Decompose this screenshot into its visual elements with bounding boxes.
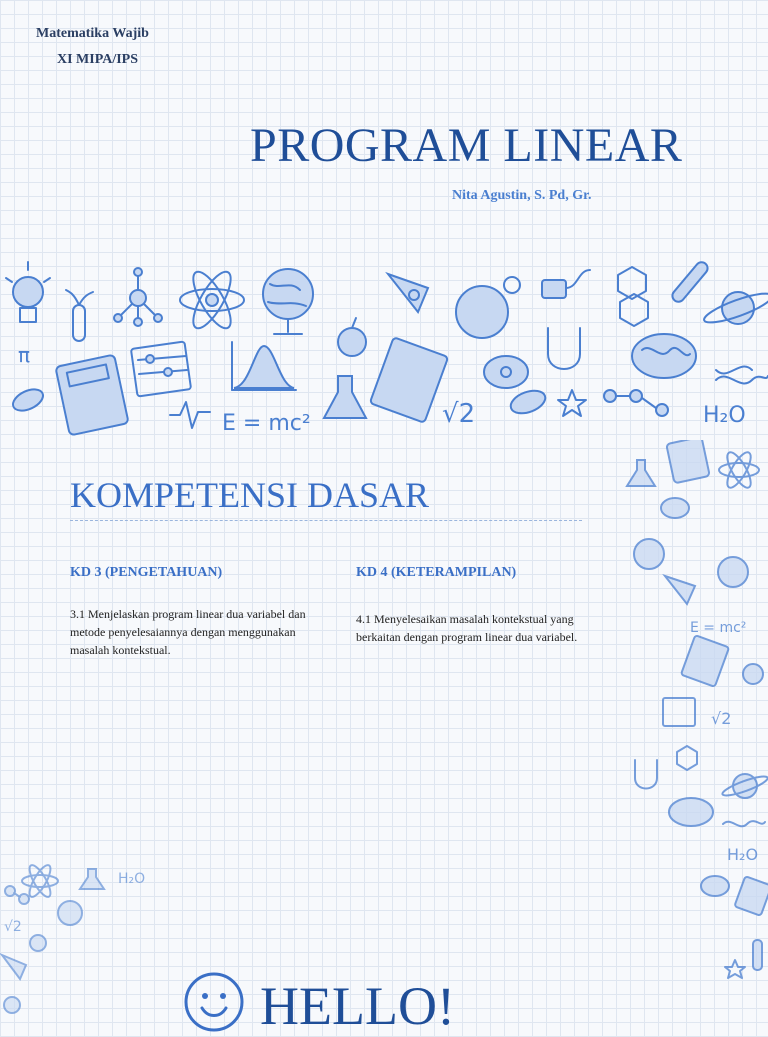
brain-icon [669, 798, 713, 826]
rocket-icon [388, 274, 428, 312]
test-tube-icon [670, 260, 710, 304]
rocket-icon [665, 576, 695, 604]
flask-icon [80, 869, 104, 889]
globe-icon [263, 269, 313, 334]
svg-text:√2: √2 [711, 709, 732, 728]
kd4-body: 4.1 Menyelesaikan masalah kontekstual yang berkaitan dengan program linear dua variabel. [356, 612, 578, 644]
plug-icon [542, 270, 590, 298]
sqrt2-formula [4, 919, 22, 935]
svg-text:E = mc²: E = mc² [222, 411, 311, 436]
benzene-icon [677, 746, 697, 770]
pi-symbol-icon [18, 343, 30, 367]
author-name: Nita Agustin, S. Pd, Gr. [452, 188, 592, 203]
globe-icon [58, 901, 82, 925]
atom-icon [180, 267, 244, 333]
light-bulb-icon [6, 262, 50, 322]
kd4-heading: KD 4 (KETERAMPILAN) [356, 565, 517, 580]
section-divider [70, 520, 582, 521]
graph-icon [232, 342, 296, 390]
test-tube-icon [753, 940, 762, 970]
sqrt2-formula [442, 399, 475, 429]
magnet-icon [548, 328, 580, 369]
planet-icon [4, 997, 20, 1013]
kd3-body: 3.1 Menjelaskan program linear dua variabel dan metode penyelesaiannya dengan menggunakan masalah kontekstual. [70, 607, 306, 657]
magnet-icon [635, 760, 657, 789]
star-icon [725, 960, 745, 978]
rocket-icon [2, 955, 26, 979]
svg-text:E = mc²: E = mc² [690, 620, 747, 636]
calculator-icon [55, 355, 128, 436]
earth-icon [456, 277, 520, 338]
star-icon [558, 390, 586, 416]
hello-heading: HELLO! [260, 976, 455, 1036]
svg-text:√2: √2 [442, 399, 476, 429]
plant-tube-icon [66, 290, 93, 341]
notebook-icon [734, 876, 768, 916]
molecule-icon [114, 268, 162, 326]
svg-text:H₂O: H₂O [727, 845, 759, 864]
smiley-icon [182, 970, 246, 1034]
bottom-doodle-corner [0, 855, 160, 1024]
globe-icon [634, 539, 664, 569]
light-bulb-icon [743, 664, 763, 684]
apple-icon [30, 935, 46, 951]
h2o-formula [703, 403, 746, 428]
h2o-formula [727, 845, 758, 864]
flask-icon [324, 376, 366, 418]
pill-icon [10, 385, 47, 415]
sqrt2-formula [711, 709, 731, 728]
svg-text:π: π [18, 343, 31, 367]
apple-icon [338, 318, 366, 356]
side-doodle-column [615, 440, 768, 1024]
globe-icon [718, 557, 748, 587]
cell-icon [701, 876, 729, 896]
planet-icon [721, 773, 768, 799]
flask-icon [627, 460, 655, 486]
page-title: PROGRAM LINEAR [250, 119, 683, 172]
bacteria-icon [508, 386, 549, 417]
abacus-icon [131, 341, 191, 396]
cell-icon [661, 498, 689, 518]
molecule-chain-icon [5, 886, 29, 904]
svg-text:H₂O: H₂O [703, 403, 746, 428]
science-doodle-band [0, 250, 768, 440]
atom-icon [22, 862, 58, 899]
emc2-formula [690, 620, 746, 636]
atom-icon [719, 449, 759, 491]
abacus-icon [663, 698, 695, 726]
dna-icon [723, 821, 765, 826]
dna-icon [716, 367, 768, 384]
notebook-icon [370, 337, 448, 423]
brain-icon [632, 334, 696, 378]
class-label: XI MIPA/IPS [57, 52, 139, 67]
subject-label: Matematika Wajib [36, 26, 149, 41]
planet-icon [701, 288, 768, 328]
emc2-formula [222, 411, 311, 436]
svg-text:H₂O: H₂O [118, 871, 146, 887]
section-title: KOMPETENSI DASAR [70, 475, 430, 515]
cell-icon [484, 356, 528, 388]
benzene-icon [618, 267, 648, 326]
molecule-chain-icon [604, 390, 668, 416]
heartbeat-icon [170, 402, 210, 428]
notebook-icon [681, 635, 729, 687]
calculator-icon [666, 440, 710, 483]
kd3-heading: KD 3 (PENGETAHUAN) [70, 565, 223, 580]
h2o-formula [118, 871, 145, 887]
svg-text:√2: √2 [4, 919, 22, 935]
